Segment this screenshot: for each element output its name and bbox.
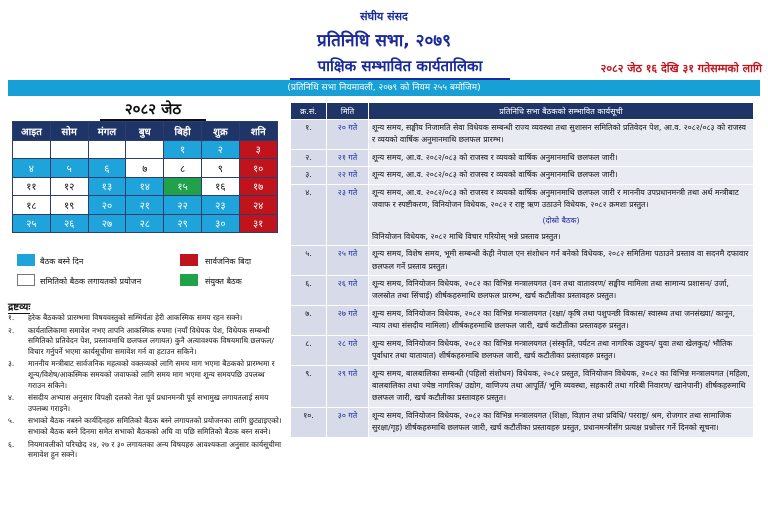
- notes-title: द्रष्टव्यः: [8, 299, 30, 314]
- schedule-row: [291, 335, 754, 365]
- calendar-day: ३: [239, 140, 277, 159]
- weekday-header: बुध: [126, 122, 164, 141]
- calendar-day: २३: [201, 196, 239, 215]
- schedule-row: [291, 305, 754, 335]
- calendar-day: २०: [88, 196, 126, 215]
- calendar-day: ६: [88, 159, 126, 178]
- calendar-day: [13, 140, 51, 159]
- calendar-day: ११: [13, 177, 51, 196]
- note-item: २. कार्यतालिकामा समावेश नभए तापनि आकस्मिक रुपमा (नयाँ विधेयक पेश, विधेयक सम्बन्धी समितिको प्रतिवेदन पेश, प्रस्तावमाथि छलफल लगायत) कुनै अत्यावश्यक विषयमाथि छलफल/विचार गर्नुपर्ने भएमा कार्यसूचीमा समावेश गर्न वा हटाउन सकिने।: [8, 325, 274, 356]
- agenda-text: शून्य समय, आ.व. २०८२/०८३ को राजस्व र व्ययको वार्षिक अनुमानमाथि छलफल जारी।: [372, 152, 618, 162]
- calendar-week: [13, 159, 278, 178]
- note-item: ३. माननीय मन्त्रीबाट सार्वजनिक महत्वको वक्तव्यको लागि समय माग भएमा बैठकको प्रारम्भमा र शून्य/विशेष/आकस्मिक समयको जवाफको लागि समय माग भएमा शून्य समयपछि उपलब्ध गराउन सकिने।: [8, 359, 275, 390]
- calendar-day: [126, 140, 164, 159]
- org-name: संघीय संसद: [360, 10, 408, 23]
- calendar-day: २७: [88, 214, 126, 233]
- legend-holiday-label: सार्वजनिक बिदा: [205, 257, 252, 266]
- document-title: पाक्षिक सम्भावित कार्यतालिका: [290, 56, 510, 80]
- schedule-row: [291, 184, 754, 246]
- agenda-text: शून्य समय, विनियोजन विधेयक, २०८२ का विभिन्न मन्त्रालयगत (रक्षा/ कृषि तथा पशुपन्छी विकास/ स्वास्थ्य तथा जनसंख्या/ कानून, न्याय तथा संसदीय मामिला) शीर्षकहरुमाथि छलफल जारी, खर्च कटौतीका प्रस्तावहरु प्रस्तुत।: [372, 308, 735, 331]
- calendar-day: २१: [126, 196, 164, 215]
- calendar-day: २६: [50, 214, 88, 233]
- calendar-day: [88, 140, 126, 159]
- row-serial: ४.: [291, 184, 327, 246]
- row-agenda: [369, 335, 754, 365]
- row-date: २३ गते: [327, 184, 369, 246]
- row-serial: ७.: [291, 305, 327, 335]
- agenda-text: शून्य समय, बालबालिका सम्बन्धी (पहिलो संशोधन) विधेयक, २०८२ प्रस्तुत, विनियोजन विधेयक, २०८२ का विभिन्न मन्त्रालयगत (महिला, बालबालिका तथा ज्येष्ठ नागरिक/ उद्योग, वाणिज्य तथा आपूर्ति/ भूमि व्यवस्था, सहकारी तथा गरिबी निवारण/ खानेपानी) शीर्षकहरुमाथि छलफल जारी, खर्च कटौतीका प्रस्तावहरु प्रस्तुत।: [372, 368, 750, 403]
- calendar-day: १०: [239, 159, 277, 178]
- agenda-text: शून्य समय, विशेष समय, भूमी सम्बन्धी केही नेपाल एन संशोधन गर्न बनेको विधेयक, २०८२ समितिमा पठाउने प्रस्ताव वा सदनमै दफावार छलफल गर्ने प्रस्ताव प्रस्तुत।: [372, 249, 749, 271]
- calendar-day: १५: [164, 177, 202, 196]
- row-agenda: [369, 407, 754, 437]
- note-item: ५. सभाको बैठक नबस्ने कार्यदिनहरु समितिको बैठक बस्ने लगायतको प्रयोजनका लागि छुट्याइएको। सभाको बैठक बस्ने दिनमा समेत सभाको बैठकको अघि वा पछि समितिको बैठक बस्न सक्ने।: [8, 416, 282, 436]
- calendar-week: [13, 214, 278, 233]
- calendar-day: २५: [13, 214, 51, 233]
- legend-holiday-swatch: [180, 254, 198, 266]
- schedule-row: [291, 407, 754, 437]
- row-serial: ५.: [291, 246, 327, 276]
- row-agenda: [369, 246, 754, 276]
- legend-meeting-swatch: [17, 254, 35, 266]
- agenda-text: शून्य समय, विनियोजन विधेयक, २०८२ का विभिन्न मन्त्रालयगत (वन तथा वातावरण/ सङ्घीय मामिला तथा सामान्य प्रशासन/ उर्जा, जलस्रोत तथा सिंचाई) शीर्षकहरुमाथि छलफल प्रारम्भ, खर्च कटौतीका प्रस्तावहरु प्रस्तुत।: [372, 279, 729, 301]
- legend-joint-swatch: [180, 274, 198, 286]
- rule-banner: (प्रतिनिधि सभा नियमावली, २०७९ को नियम २५५ बमोजिम): [8, 80, 760, 96]
- agenda-text: शून्य समय, विनियोजन विधेयक, २०८२ का विभिन्न मन्त्रालयगत (संस्कृति, पर्यटन तथा नागरिक उड्डयन/ युवा तथा खेलकुद/ भौतिक पूर्वाधार तथा यातायात) शीर्षकहरुमाथि छलफल जारी, खर्च कटौतीका प्रस्तावहरु प्रस्तुत।: [372, 338, 733, 361]
- calendar-week: [13, 140, 278, 159]
- calendar-day: २४: [239, 196, 277, 215]
- legend-meeting-label: बैठक बस्ने दिन: [40, 257, 84, 266]
- row-date: २५ गते: [327, 246, 369, 276]
- col-header-serial: क्र.सं.: [291, 103, 327, 120]
- weekday-header: बिही: [164, 122, 202, 141]
- calendar-day: १२: [50, 177, 88, 196]
- agenda-text: शून्य समय, आ.व. २०८२/०८३ को राजस्व र व्ययको वार्षिक अनुमानमाथि छलफल जारी र माननीय उपप्रधानमन्त्री तथा अर्थ मन्त्रीबाट जवाफ र स्पष्टीकरण, विनियोजन विधेयक, २०८२ र राष्ट्र ऋण उठाउने विधेयक, २०८२ क्रमशः प्रस्तुत।: [372, 187, 739, 210]
- schedule-row: [291, 120, 754, 150]
- row-agenda: [369, 305, 754, 335]
- row-date: २९ गते: [327, 365, 369, 407]
- row-agenda: [369, 120, 754, 150]
- row-agenda: [369, 276, 754, 306]
- row-serial: ९.: [291, 365, 327, 407]
- weekday-header: शुक्र: [201, 122, 239, 141]
- weekday-header: शनि: [239, 122, 277, 141]
- schedule-table: [290, 102, 754, 438]
- calendar-week: [13, 196, 278, 215]
- row-date: २२ गते: [327, 167, 369, 184]
- row-serial: ८.: [291, 335, 327, 365]
- legend-committee-swatch: [17, 274, 35, 286]
- calendar-day: १७: [239, 177, 277, 196]
- calendar-day: ३१: [239, 214, 277, 233]
- row-serial: २.: [291, 149, 327, 166]
- calendar-day: २८: [126, 214, 164, 233]
- month-calendar: [12, 121, 278, 233]
- calendar-day: [50, 140, 88, 159]
- weekday-header: मंगल: [88, 122, 126, 141]
- schedule-row: [291, 167, 754, 184]
- period-label: २०८२ जेठ १६ देखि ३१ गतेसम्मको लागि: [600, 62, 762, 75]
- row-agenda: [369, 167, 754, 184]
- calendar-day: २९: [164, 214, 202, 233]
- row-agenda: [369, 149, 754, 166]
- agenda-subheading: (दोस्रो बैठक): [542, 216, 580, 226]
- calendar-day: ८: [164, 159, 202, 178]
- calendar-day: १: [164, 140, 202, 159]
- agenda-text: शून्य समय, आ.व. २०८२/०८३ को राजस्व र व्ययको वार्षिक अनुमानमाथि छलफल जारी।: [372, 170, 618, 180]
- note-item: ६. नियमावलीको परिच्छेद २४, २७ र ३० लगायतका अन्य विषयहरु आवश्यकता अनुसार कार्यसूचीमा समावेश हुन सक्ने।: [8, 439, 282, 460]
- calendar-day: १३: [88, 177, 126, 196]
- calendar-day: १९: [50, 196, 88, 215]
- calendar-day: ५: [50, 159, 88, 178]
- row-serial: १.: [291, 120, 327, 150]
- legend-committee-label: समितिको बैठक लगायतको प्रयोजन: [40, 277, 142, 286]
- row-serial: १०.: [291, 407, 327, 437]
- calendar-day: ३०: [201, 214, 239, 233]
- calendar-day: ७: [126, 159, 164, 178]
- note-item: ४. संसदीय अभ्यास अनुसार विपक्षी दलको नेता पूर्व प्रधानमन्त्री पूर्व सभामुख लगायतलाई समय उपलब्ध गराइने।: [8, 393, 269, 413]
- schedule-row: [291, 276, 754, 306]
- calendar-week: [13, 177, 278, 196]
- agenda-text: शून्य समय, सङ्घीय निजामति सेवा विधेयक सम्बन्धी राज्य व्यवस्था तथा सुशासन समितिको प्रतिवेदन पेश, आ.व. २०८२/०८३ को राजस्व र व्ययको वार्षिक अनुमानमाथि छलफल प्रारम्भ।: [372, 123, 746, 145]
- row-date: २८ गते: [327, 335, 369, 365]
- col-header-agenda: प्रतिनिधि सभा बैठकको सम्भावित कार्यसूची: [369, 103, 754, 120]
- house-title: प्रतिनिधि सभा, २०७९: [317, 31, 451, 51]
- row-serial: ६.: [291, 276, 327, 306]
- weekday-header: सोम: [50, 122, 88, 141]
- row-date: २७ गते: [327, 305, 369, 335]
- schedule-row: [291, 365, 754, 407]
- calendar-day: २: [201, 140, 239, 159]
- calendar-day: १४: [126, 177, 164, 196]
- row-date: २१ गते: [327, 149, 369, 166]
- notes-list: [8, 313, 284, 463]
- weekday-header: आइत: [13, 122, 51, 141]
- row-serial: ३.: [291, 167, 327, 184]
- row-agenda: [369, 184, 754, 246]
- row-agenda: [369, 365, 754, 407]
- row-date: २० गते: [327, 120, 369, 150]
- note-item: १. हरेक बैठकको प्रारम्भमा विषयवस्तुको सम्भिर्यता हेरी आकस्मिक समय रहन सक्ने।: [8, 313, 243, 322]
- legend-joint-label: संयुक्त बैठक: [205, 277, 242, 286]
- agenda-extra: विनियोजन विधेयक, २०८२ माथि विचार गरियोस् भन्ने प्रस्ताव प्रस्तुत।: [372, 231, 561, 241]
- calendar-day: २२: [164, 196, 202, 215]
- calendar-day: ९: [201, 159, 239, 178]
- row-date: ३० गते: [327, 407, 369, 437]
- schedule-row: [291, 149, 754, 166]
- row-date: २६ गते: [327, 276, 369, 306]
- calendar-day: ४: [13, 159, 51, 178]
- calendar-title: २०८२ जेठ: [100, 99, 206, 121]
- schedule-row: [291, 246, 754, 276]
- col-header-date: मिति: [327, 103, 369, 120]
- calendar-day: १८: [13, 196, 51, 215]
- calendar-day: १६: [201, 177, 239, 196]
- agenda-text: शून्य समय, विनियोजन विधेयक, २०८२ का विभिन्न मन्त्रालयगत (शिक्षा, विज्ञान तथा प्रविधि/ परराष्ट्र/ श्रम, रोजगार तथा सामाजिक सुरक्षा/गृह) शीर्षकहरुमाथि छलफल जारी, खर्च कटौतीका प्रस्तावहरु प्रस्तुत, प्रधानमन्त्रीसँग प्रत्यक्ष प्रश्नोत्तर गर्ने दिनको सूचना।: [372, 410, 732, 433]
